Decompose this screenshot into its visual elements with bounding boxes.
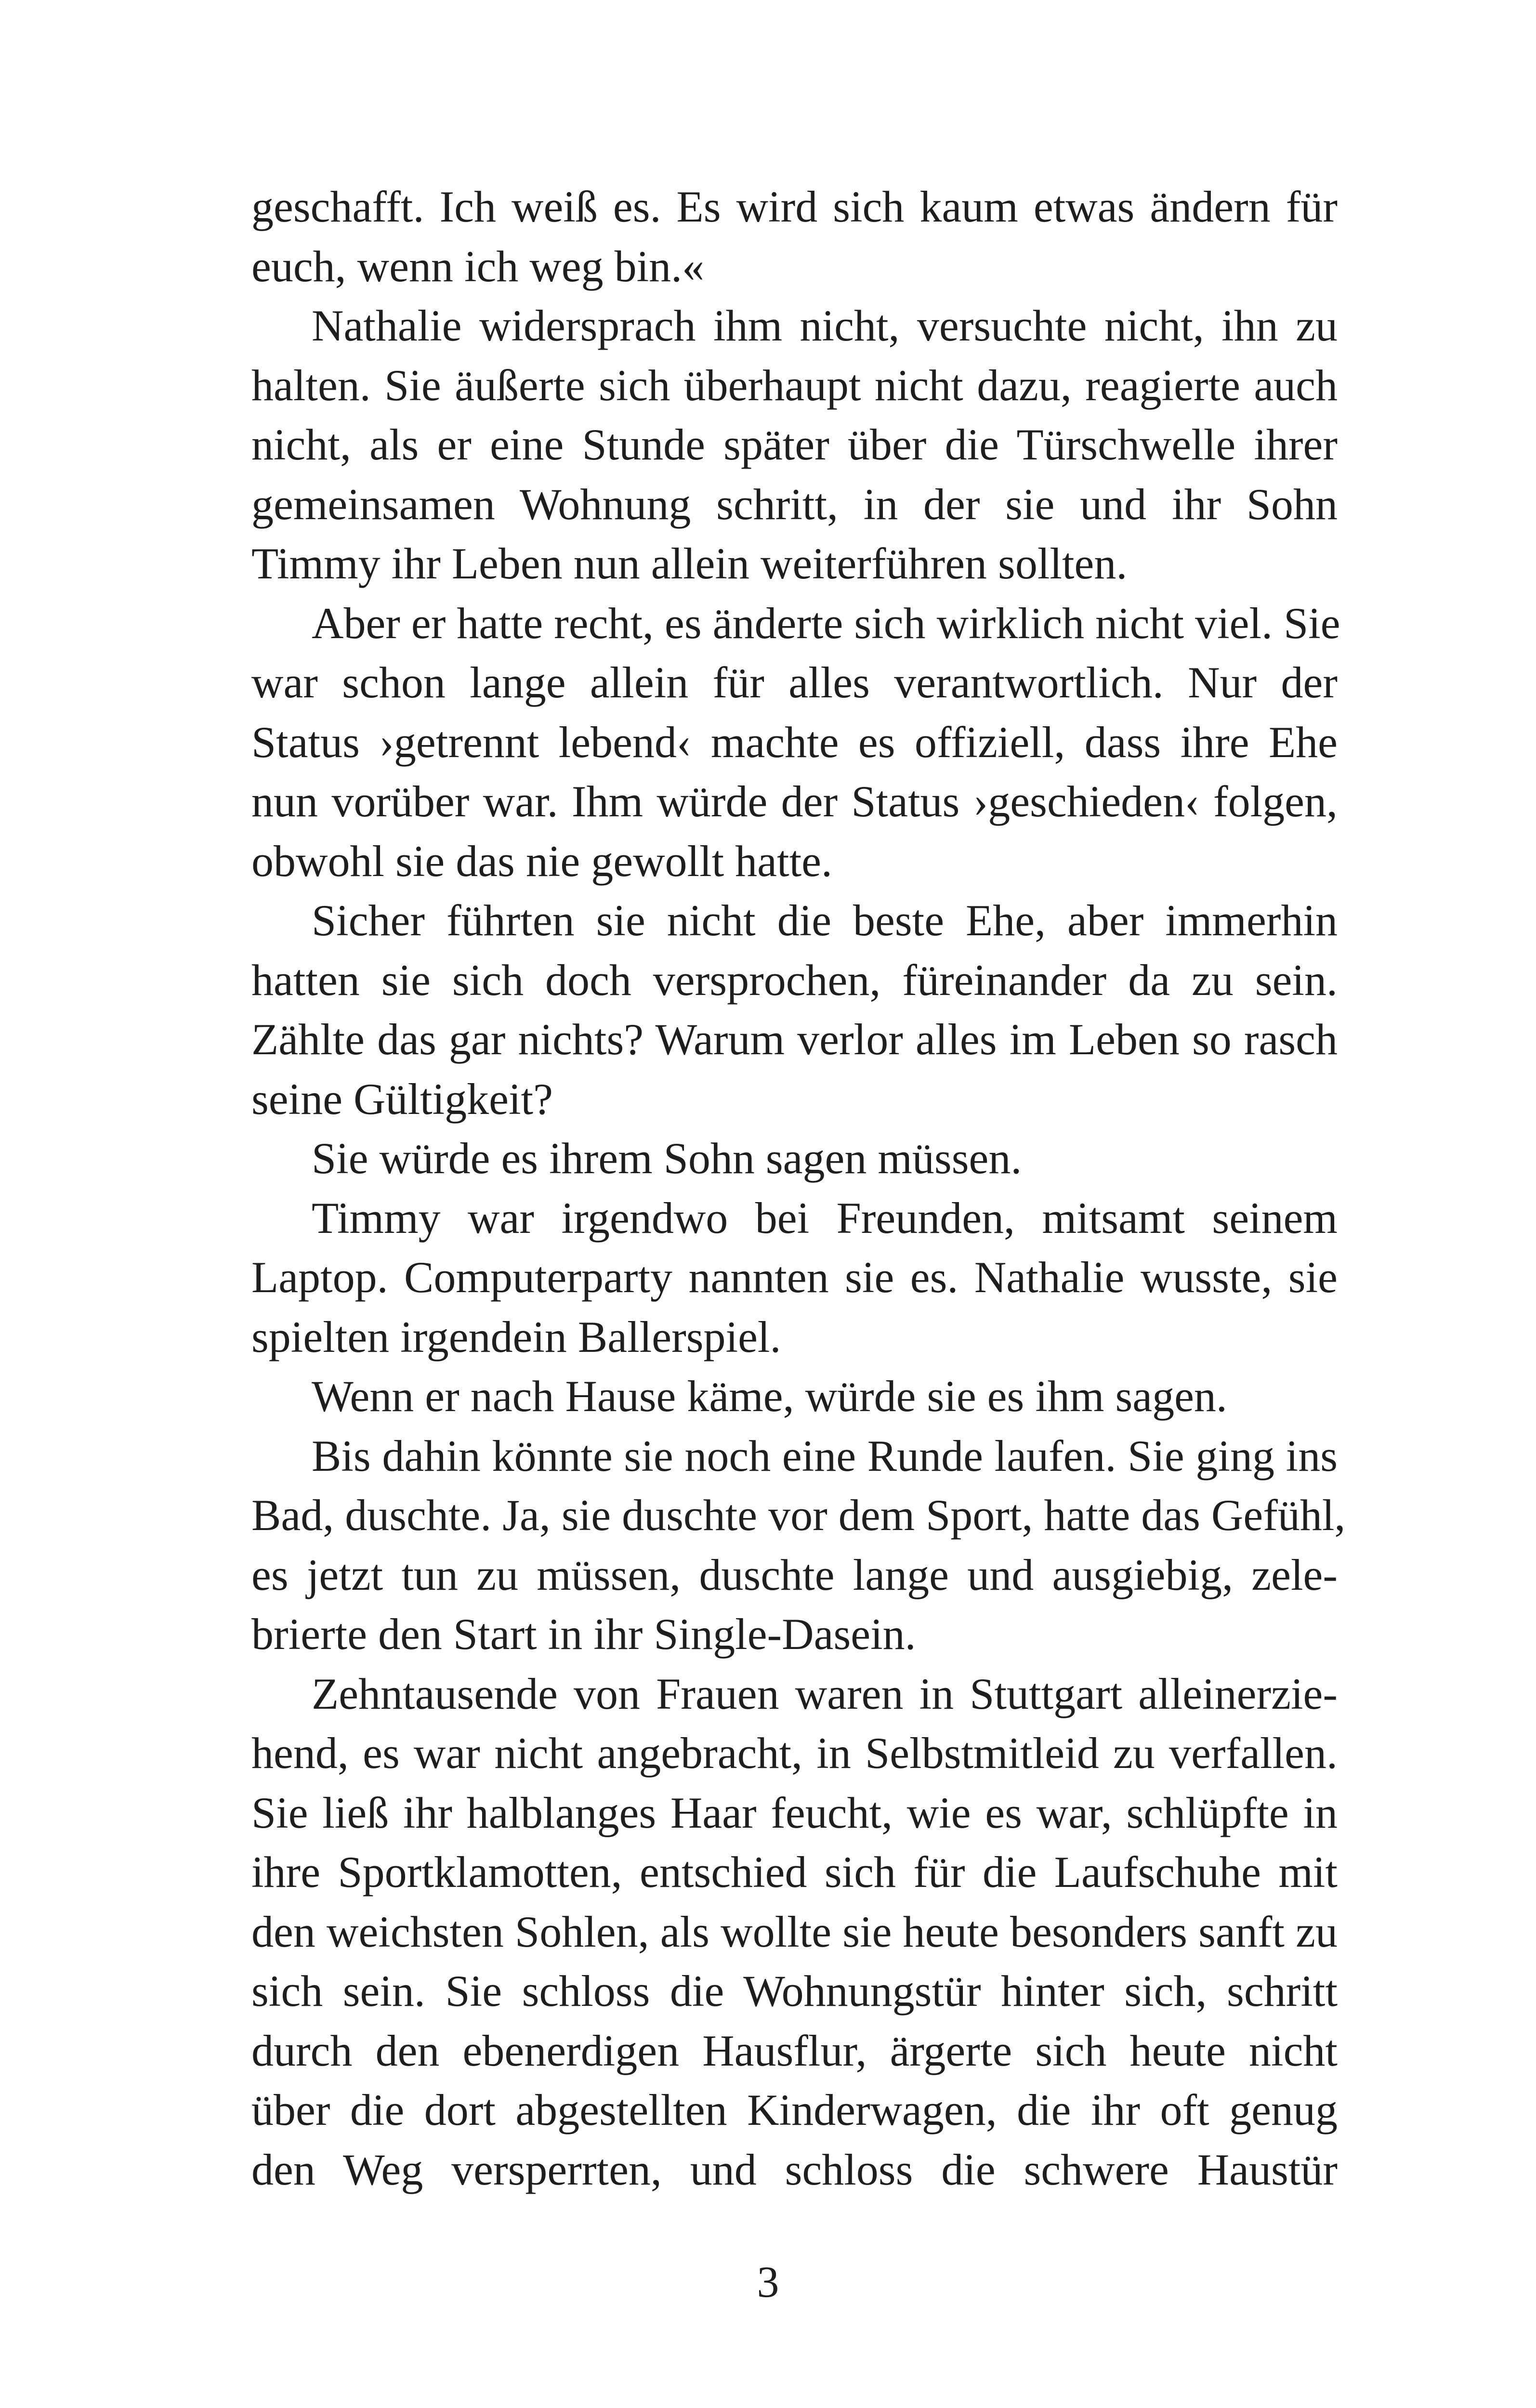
text-line-paragraph-start: Bis dahin könnte sie noch eine Runde laufen. Sie ging ins [312, 1431, 1338, 1480]
text-line: sich sein. Sie schloss die Wohnungstür hinter sich, schritt [251, 1966, 1338, 2015]
text-line: über die dort abgestellten Kinderwagen, die ihr oft genug [251, 2085, 1338, 2134]
text-line-paragraph-start: Nathalie widersprach ihm nicht, versuchte nicht, ihn zu [312, 301, 1338, 350]
text-line: seine Gültigkeit? [251, 1074, 553, 1124]
text-line-paragraph-start: Aber er hatte recht, es änderte sich wirklich nicht viel. Sie [312, 598, 1340, 648]
text-line-paragraph-start: Sie würde es ihrem Sohn sagen müssen. [312, 1134, 1022, 1183]
text-line: gemeinsamen Wohnung schritt, in der sie und ihr Sohn [251, 479, 1338, 529]
text-line: nicht, als er eine Stunde später über die Türschwelle ihrer [251, 420, 1338, 469]
text-line: ihre Sportklamotten, entschied sich für die Laufschuhe mit [251, 1847, 1338, 1897]
text-line-paragraph-start: Wenn er nach Hause käme, würde sie es ihm sagen. [312, 1372, 1227, 1421]
text-line: Bad, duschte. Ja, sie duschte vor dem Sport, hatte das Gefühl, [251, 1491, 1346, 1540]
text-line: Sie ließ ihr halblanges Haar feucht, wie es war, schlüpfte in [251, 1788, 1338, 1837]
text-line: hatten sie sich doch versprochen, füreinander da zu sein. [251, 955, 1338, 1005]
page-number: 3 [757, 2257, 779, 2306]
text-line: halten. Sie äußerte sich überhaupt nicht dazu, reagierte auch [251, 360, 1338, 410]
text-line: war schon lange allein für alles verantwortlich. Nur der [251, 658, 1338, 707]
text-line: geschafft. Ich weiß es. Es wird sich kaum etwas ändern für [251, 182, 1338, 231]
text-line: Timmy ihr Leben nun allein weiterführen sollten. [251, 539, 1128, 588]
text-line-paragraph-start: Zehntausende von Frauen waren in Stuttgart alleinerzie- [312, 1669, 1338, 1718]
text-line: den Weg versperrten, und schloss die schwere Haustür [251, 2145, 1338, 2194]
text-line: obwohl sie das nie gewollt hatte. [251, 836, 832, 886]
text-line: brierte den Start in ihr Single-Dasein. [251, 1610, 916, 1659]
text-line: durch den ebenerdigen Hausflur, ärgerte sich heute nicht [251, 2026, 1338, 2075]
body-text [251, 177, 1346, 2199]
text-line-paragraph-start: Timmy war irgendwo bei Freunden, mitsamt seinem [312, 1193, 1338, 1243]
text-line-paragraph-start: Sicher führten sie nicht die beste Ehe, aber immerhin [312, 896, 1338, 945]
text-line: euch, wenn ich weg bin.« [251, 241, 705, 291]
text-line: spielten irgendein Ballerspiel. [251, 1312, 781, 1361]
text-line: den weichsten Sohlen, als wollte sie heute besonders sanft zu [251, 1907, 1338, 1956]
text-line: Laptop. Computerparty nannten sie es. Nathalie wusste, sie [251, 1253, 1338, 1302]
text-line: Status ›getrennt lebend‹ machte es offiziell, dass ihre Ehe [251, 717, 1338, 767]
text-line: nun vorüber war. Ihm würde der Status ›geschieden‹ folgen, [251, 777, 1338, 826]
text-line: hend, es war nicht angebracht, in Selbstmitleid zu verfallen. [251, 1728, 1338, 1778]
text-line: es jetzt tun zu müssen, duschte lange und ausgiebig, zele- [251, 1550, 1338, 1599]
text-line: Zählte das gar nichts? Warum verlor alles im Leben so rasch [251, 1015, 1338, 1064]
